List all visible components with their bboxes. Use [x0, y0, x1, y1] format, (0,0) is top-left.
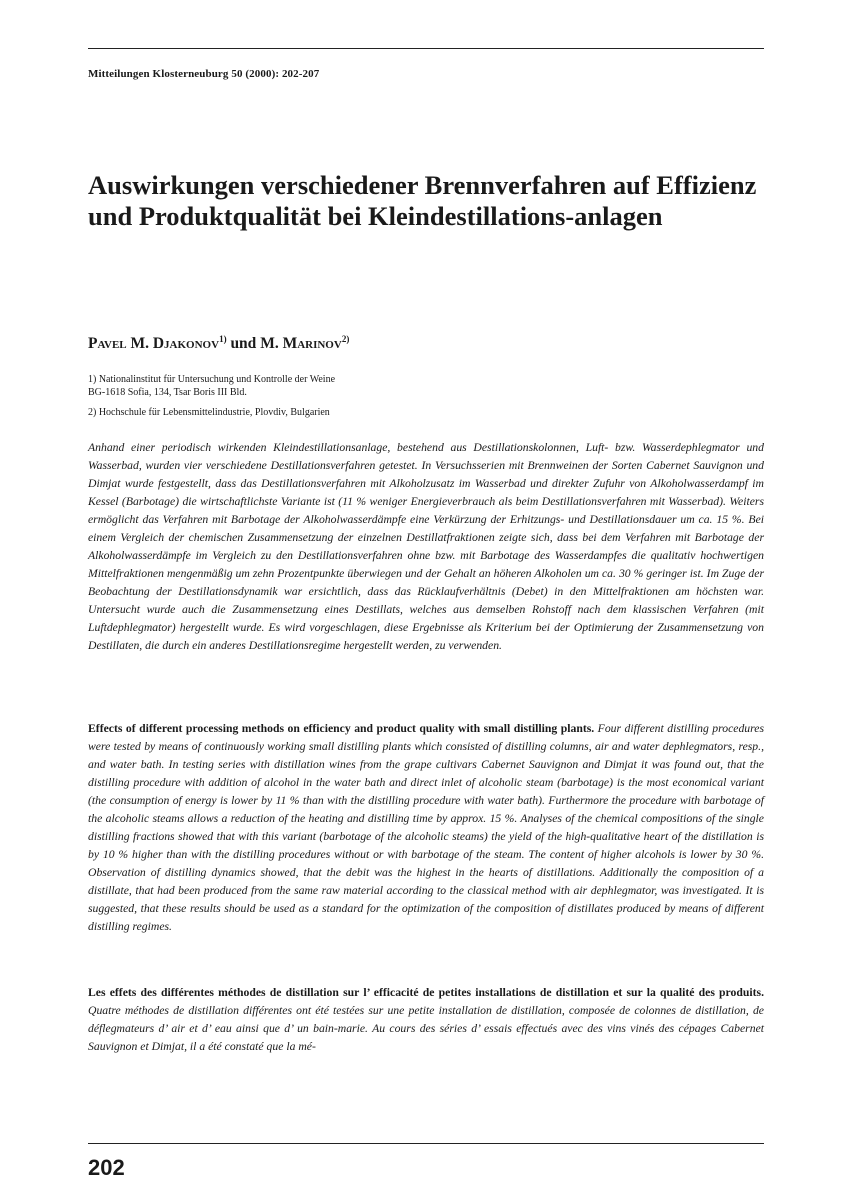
article-title: Auswirkungen verschiedener Brennverfahren auf Effizienz und Produktqualität bei Kleindestillations-anlagen [88, 170, 757, 231]
abstract-french-heading: Les effets des différentes méthodes de distillation sur l’ efficacité de petites installations de distillation et sur la qualité des produits. [88, 986, 764, 999]
journal-citation: Mitteilungen Klosterneuburg 50 (2000): 202-207 [88, 68, 320, 80]
page-number: 202 [88, 1155, 125, 1180]
header-rule [88, 48, 764, 49]
abstract-english [88, 720, 764, 936]
abstract-french [88, 984, 764, 1056]
author-1-affiliation-mark: 1) [219, 334, 227, 344]
author-2: M. Marinov [260, 335, 342, 353]
author-line [88, 334, 349, 353]
affiliation-1 [88, 373, 688, 399]
affiliation-2 [88, 406, 688, 419]
footer-rule [88, 1143, 764, 1144]
affiliation-1-address: BG-1618 Sofia, 134, Tsar Boris III Bld. [88, 387, 247, 398]
affiliation-2-institute: 2) Hochschule für Lebensmittelindustrie, Plovdiv, Bulgarien [88, 407, 330, 418]
abstract-french-body: Quatre méthodes de distillation différentes ont été testées sur une petite installation de distillation, composée de colonnes de distillation, de déflegmateurs d’ air et d’ eau ainsi que d’ un bain-marie. Au cours des séries d’ essais effectués avec des vins vinés des cépages Cabernet Sauvignon et Dimjat, il a été constaté que la mé- [88, 1004, 764, 1053]
author-2-affiliation-mark: 2) [341, 334, 350, 344]
author-connector: und [226, 335, 261, 353]
abstract-german: Anhand einer periodisch wirkenden Kleindestillationsanlage, bestehend aus Destillationskolonnen, Luft- bzw. Wasserdephlegmator und Wasserbad, wurden vier verschiedene Destillationsverfahren getestet. In Versuchsserien mit Brennweinen der Sorten Cabernet Sauvignon und Dimjat wurde festgestellt, dass das Destillationsverfahren mit Alkoholzusatz im Wasserbad und direkter Zufuhr von Alkoholwasserdampf im Kessel (Barbotage) die wirtschaftlichste Variante ist (11 % weniger Energieverbrauch als beim Destillationsverfahren mit Wasserbad). Weiters ermöglicht das Verfahren mit Barbotage der Alkoholwasserdämpfe eine Verkürzung der Erhitzungs- und Destillationsdauer um ca. 15 %. Bei einem Vergleich der chemischen Zusammensetzung der einzelnen Destillatfraktionen zeigte sich, dass bei dem Verfahren mit Barbotage der Alkoholwasserdämpfe im Vergleich zu den Destillationsverfahren ohne bzw. mit Barbotage des Wasserdampfes die qualitativ hochwertigen Mittelfraktionen mengenmäßig um zehn Prozentpunkte überwiegen und der Gehalt an höheren Alkoholen um ca. 30 % geringer ist. Im Zuge der Beobachtung der Destillationsdynamik war ersichtlich, dass das Rücklaufverhältnis (Debet) in den Mittelfraktionen am höchsten war. Untersucht wurde auch die Zusammensetzung eines Destillats, welches aus demselben Rohstoff nach dem klassischen Verfahren (mit Luftdephlegmator) hergestellt wurde. Es wird vorgeschlagen, diese Ergebnisse als Kriterium bei der Optimierung der Zusammensetzung von Destillaten, die durch ein anderes Destillationsregime hergestellt werden, zu verwenden. [88, 441, 764, 652]
abstract-english-body: Four different distilling procedures were tested by means of continuously working small distilling plants which consisted of distilling columns, air and water dephlegmators, resp., and water bath. In testing series with distillation wines from the grape cultivars Cabernet Sauvignon and Dimjat it was found out, that the distilling procedure with addition of alcohol in the water bath and direct inlet of alcoholic steam (barbotage) is the most economical variant (the consumption of energy is lower by 11 % than with the distilling procedure with water bath). Furthermore the procedure with barbotage of the alcoholic steams allows a reduction of the heating and distilling time by approx. 15 %. Analyses of the chemical compositions of the single distilling fractions showed that with this variant (barbotage of the alcoholic steams) the yield of the high-qualitative heart of the distillation is by 10 % higher than with the distilling procedures without or with barbotage of the steam. The content of higher alcohols is lower by 30 %. Observation of distilling dynamics showed, that the debit was the highest in the hearts of distillations. Additionally the composition of a distillate, that had been produced from the same raw material according to the classical method with air dephlegmator, was investigated. It is suggested, that these results should be used as a standard for the optimization of the composition of distillates produced by means of different distilling regimes. [88, 722, 764, 933]
abstract-english-heading: Effects of different processing methods on efficiency and product quality with small distilling plants. [88, 722, 595, 735]
author-1: Pavel M. Djakonov [88, 335, 220, 353]
affiliation-1-institute: 1) Nationalinstitut für Untersuchung und Kontrolle der Weine [88, 374, 336, 385]
